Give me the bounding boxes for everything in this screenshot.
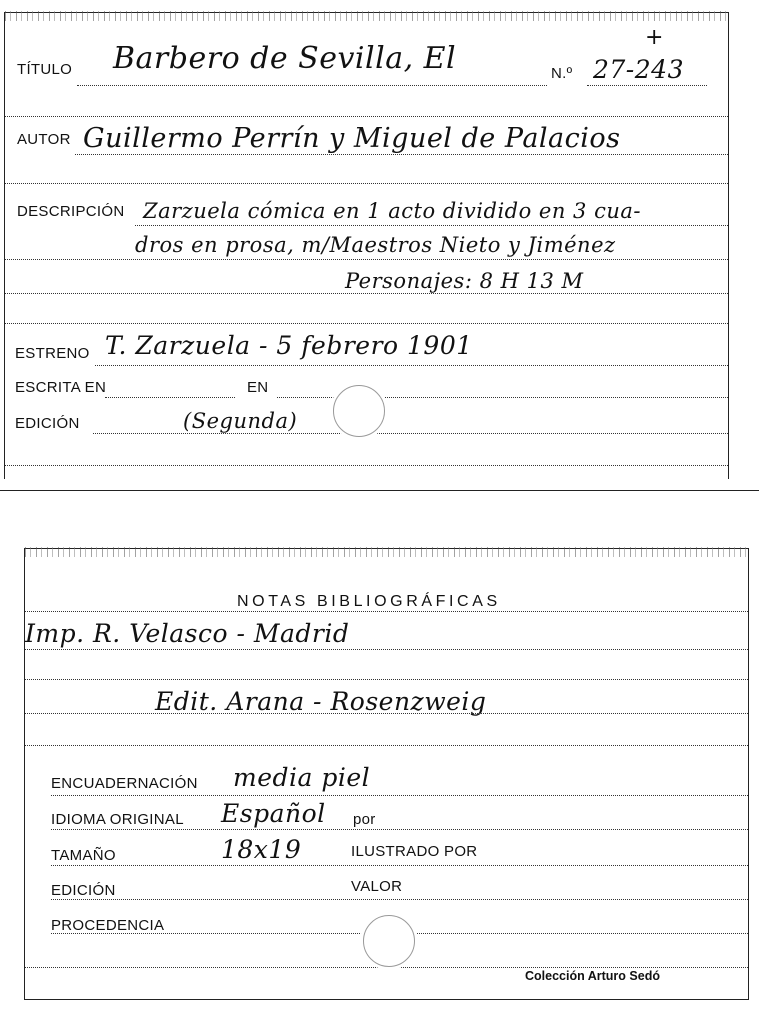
estreno-label: ESTRENO — [15, 345, 90, 362]
notas-heading: NOTAS BIBLIOGRÁFICAS — [237, 593, 501, 610]
autor-value: Guillermo Perrín y Miguel de Palacios — [83, 123, 621, 154]
line-rule — [25, 679, 748, 680]
descripcion-line-1: Zarzuela cómica en 1 acto dividido en 3 cua- — [143, 199, 641, 223]
line-rule — [25, 745, 748, 746]
edicion-rule — [51, 899, 748, 900]
plus-mark: + — [645, 25, 664, 50]
speckle-edge — [5, 11, 728, 21]
descripcion-label: DESCRIPCIÓN — [17, 203, 125, 220]
numero-value: 27-243 — [593, 55, 684, 84]
descripcion-line-3: Personajes: 8 H 13 M — [345, 269, 584, 293]
estreno-rule — [95, 365, 728, 366]
tamano-value: 18x19 — [221, 835, 302, 864]
line-rule — [25, 967, 748, 968]
ilustrado-label: ILUSTRADO POR — [351, 843, 478, 860]
card-separator — [0, 490, 759, 491]
line-rule — [25, 611, 748, 612]
note-line-1: Imp. R. Velasco - Madrid — [25, 619, 350, 648]
en-label: EN — [247, 379, 269, 396]
numero-rule — [587, 85, 707, 86]
descripcion-line-2: dros en prosa, m/Maestros Nieto y Jiménez — [135, 233, 616, 257]
encuadernacion-value: media piel — [233, 763, 371, 792]
autor-label: AUTOR — [17, 131, 71, 148]
punch-hole — [333, 385, 385, 437]
edicion-label: EDICIÓN — [51, 882, 116, 899]
tamano-rule — [51, 865, 748, 866]
escrita-label: ESCRITA EN — [15, 379, 107, 396]
numero-label: N.º — [551, 65, 573, 82]
valor-label: VALOR — [351, 878, 403, 895]
titulo-value: Barbero de Sevilla, El — [113, 41, 457, 76]
encuadernacion-rule — [51, 795, 748, 796]
note-line-2: Edit. Arana - Rosenzweig — [155, 687, 487, 716]
encuadernacion-label: ENCUADERNACIÓN — [51, 775, 198, 792]
autor-rule — [75, 154, 728, 155]
line-rule — [5, 259, 728, 260]
edicion-value: (Segunda) — [183, 409, 298, 433]
estreno-value: T. Zarzuela - 5 febrero 1901 — [105, 331, 473, 360]
speckle-edge — [25, 547, 748, 557]
edicion-label: EDICIÓN — [15, 415, 80, 432]
idioma-rule — [51, 829, 748, 830]
procedencia-label: PROCEDENCIA — [51, 917, 165, 934]
line-rule — [5, 323, 728, 324]
titulo-rule — [77, 85, 547, 86]
catalog-card-front — [4, 12, 729, 479]
line-rule — [5, 183, 728, 184]
escrita-rule — [105, 397, 235, 398]
line-rule — [5, 116, 728, 117]
line-rule — [5, 465, 728, 466]
line-rule — [25, 713, 748, 714]
line-rule — [5, 293, 728, 294]
edicion-rule — [93, 433, 728, 434]
catalog-card-back — [24, 548, 749, 1000]
line-rule — [25, 649, 748, 650]
descripcion-rule — [135, 225, 728, 226]
tamano-label: TAMAÑO — [51, 847, 116, 864]
por-label: por — [353, 811, 376, 828]
idioma-label: IDIOMA ORIGINAL — [51, 811, 184, 828]
titulo-label: TÍTULO — [17, 61, 73, 78]
punch-hole — [363, 915, 415, 967]
coleccion-footer: Colección Arturo Sedó — [525, 969, 660, 983]
idioma-value: Español — [221, 799, 326, 828]
